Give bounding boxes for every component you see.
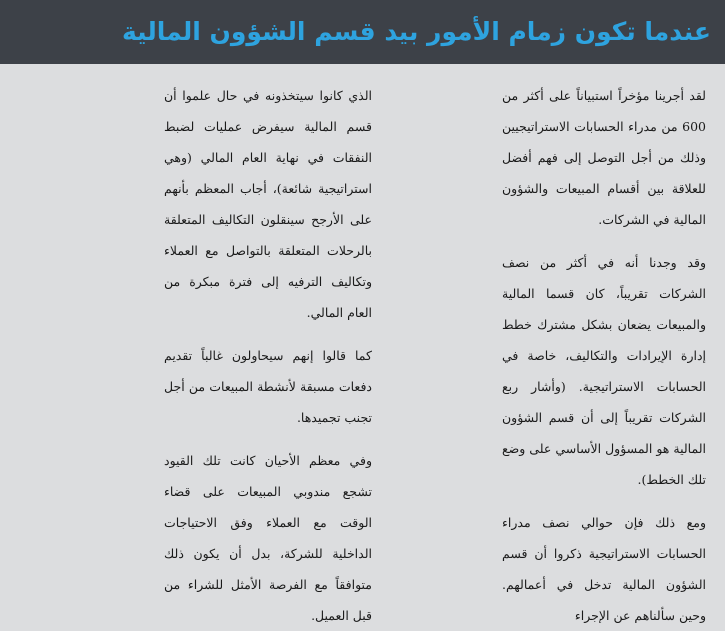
paragraph: ومع ذلك فإن حوالي نصف مدراء الحسابات الاستراتيجية ذكروا أن قسم الشؤون المالية تدخل في أعمالهم. وحين سألناهم عن الإجراء [502, 515, 706, 623]
paragraph: كما قالوا إنهم سيحاولون غالباً تقديم دفعات مسبقة لأنشطة المبيعات من أجل تجنب تجميدها. [164, 348, 372, 425]
article-column-right [502, 80, 706, 631]
header-bar [0, 0, 725, 64]
article-column-left [164, 80, 372, 631]
paragraph: وفي معظم الأحيان كانت تلك القيود تشجع مندوبي المبيعات على قضاء الوقت مع العملاء وفق الاحتياجات الداخلية للشركة، بدل أن يكون ذلك متوافقاً مع الفرصة الأمثل للشراء من قبل العميل. [164, 453, 372, 623]
paragraph: لقد أجرينا مؤخراً استبياناً على أكثر من 600 من مدراء الحسابات الاستراتيجيين وذلك من أجل التوصل إلى فهم أفضل للعلاقة بين أقسام المبيعات والشؤون المالية في الشركات. [502, 88, 706, 227]
paragraph: الذي كانوا سيتخذونه في حال علموا أن قسم المالية سيفرض عمليات لضبط النفقات في نهاية العام المالي (وهي استراتيجية شائعة)، أجاب المعظم بأنهم على الأرجح سينقلون التكاليف المتعلقة بالرحلات المتعلقة بالتواصل مع العملاء وتكاليف الترفيه إلى فترة مبكرة من العام المالي. [164, 88, 372, 320]
paragraph: وقد وجدنا أنه في أكثر من نصف الشركات تقريباً، كان قسما المالية والمبيعات يضعان بشكل مشترك خطط إدارة الإيرادات والتكاليف، خاصة في الحسابات الاستراتيجية. (وأشار ربع الشركات تقريباً إلى أن قسم الشؤون المالية هو المسؤول الأساسي على وضع تلك الخطط). [502, 255, 706, 487]
article-title: عندما تكون زمام الأمور بيد قسم الشؤون المالية [121, 17, 711, 46]
